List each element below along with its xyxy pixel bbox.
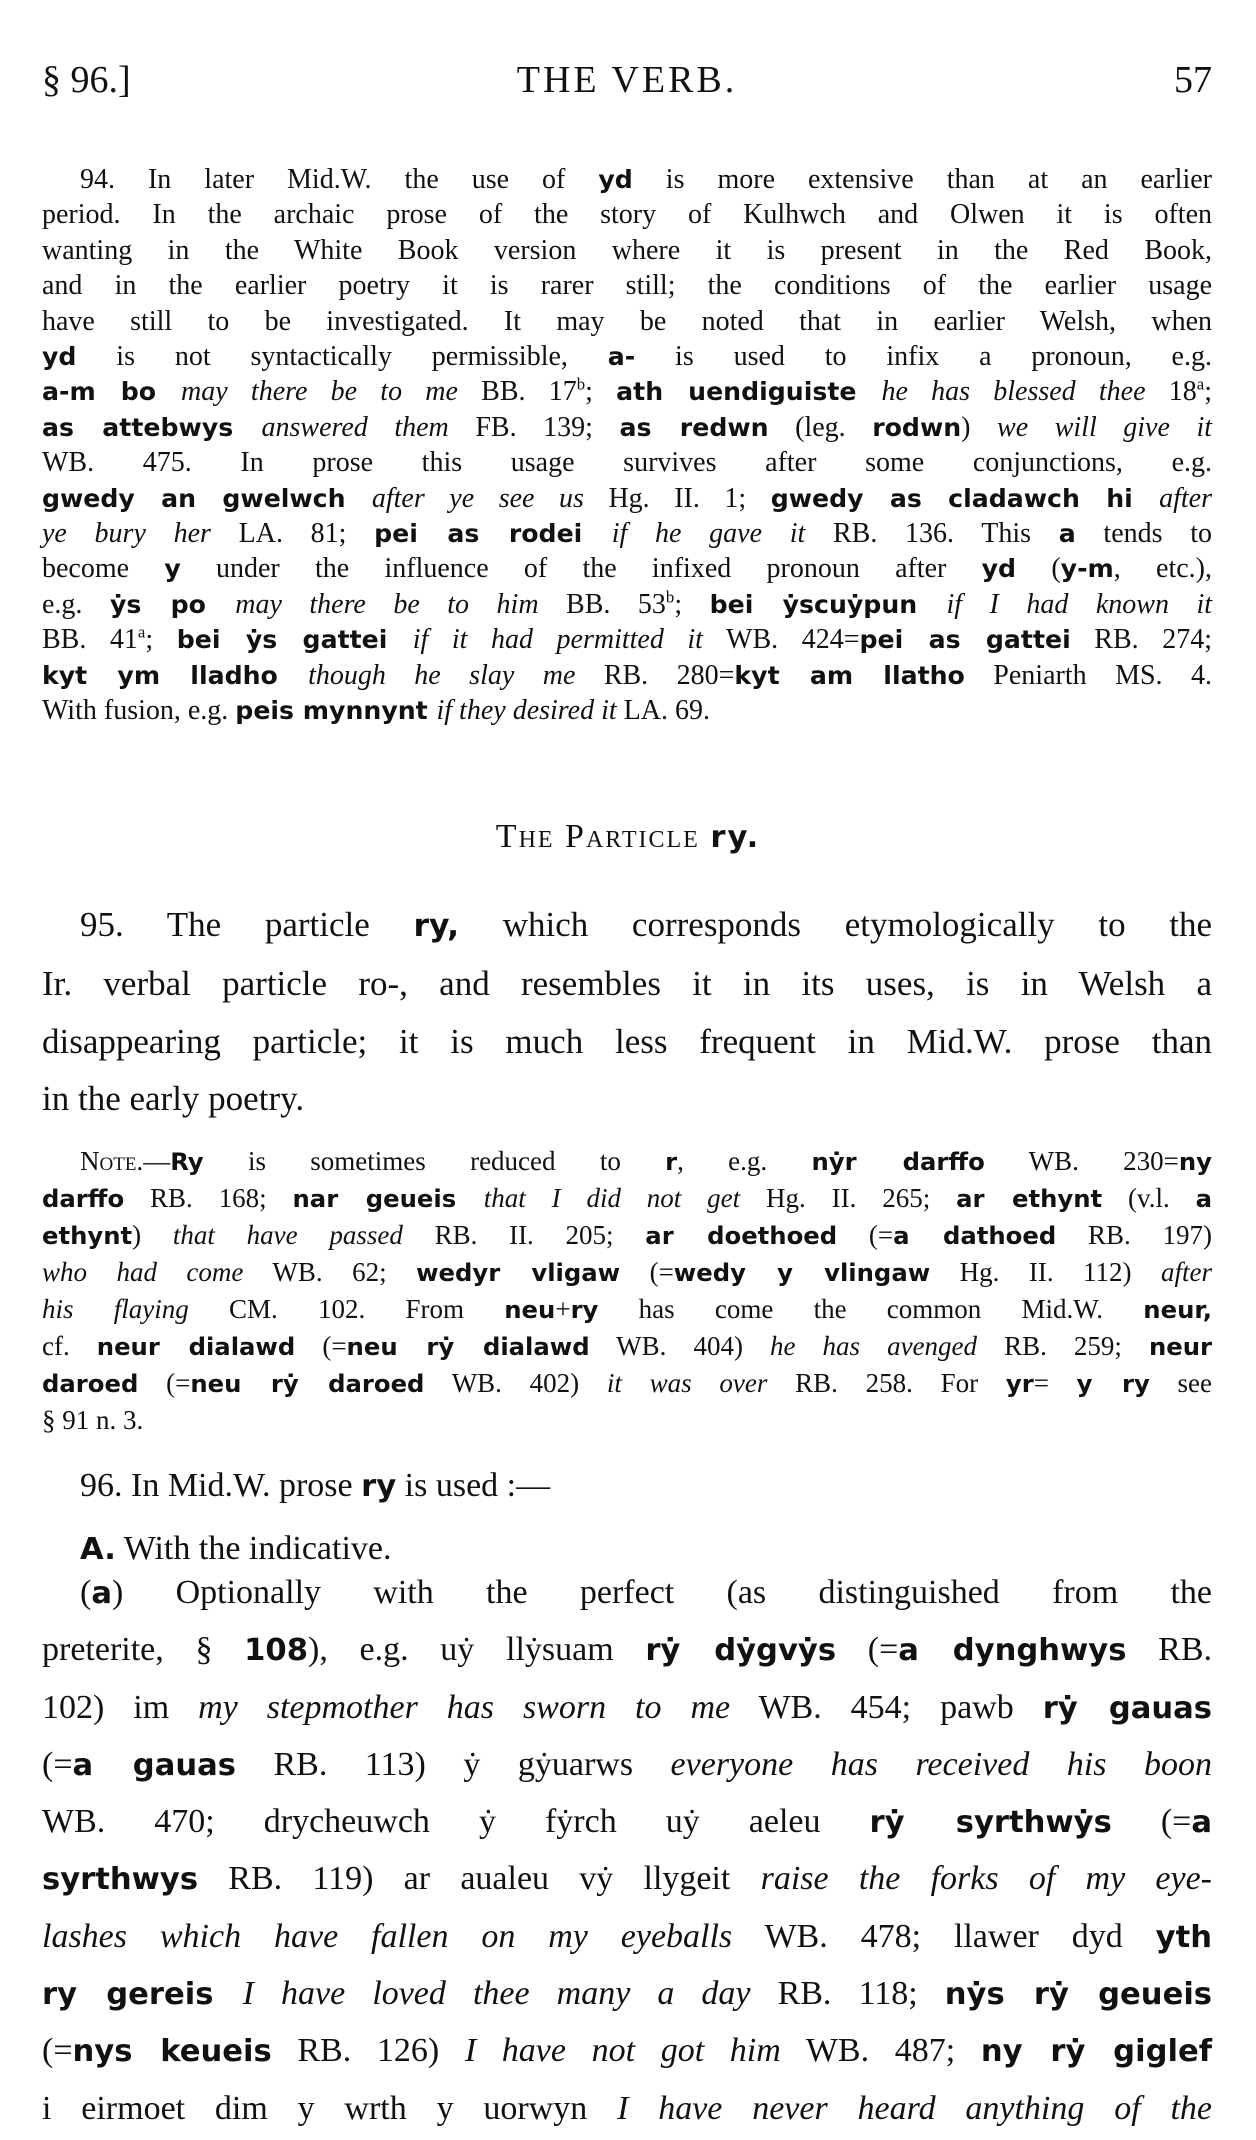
bold-term: Ry	[170, 1147, 204, 1176]
text-run: tends to	[1075, 518, 1213, 550]
text-run: RB. 259;	[977, 1331, 1149, 1361]
text-line	[42, 551, 1212, 586]
bold-term: neur dialawd	[96, 1332, 296, 1361]
text-run: WB. 62;	[243, 1257, 417, 1287]
italic-gloss: if I had known it	[946, 588, 1213, 620]
text-run: LA. 81;	[210, 518, 375, 550]
text-run: (=	[295, 1331, 347, 1361]
italic-gloss: ye bury her	[42, 518, 211, 550]
text-run: )	[132, 1220, 173, 1250]
text-run: RB. 168;	[124, 1183, 293, 1213]
bold-term: neu rẏ daroed	[190, 1369, 425, 1398]
bold-term: ar ethynt	[956, 1184, 1103, 1213]
text-run: Hg. II. 265;	[740, 1183, 957, 1213]
bold-term: yr	[1005, 1369, 1034, 1398]
italic-gloss: after	[1159, 482, 1212, 514]
text-run: CM. 102. From	[188, 1294, 505, 1324]
bold-term: y-m	[1060, 554, 1114, 584]
text-run: is more extensive than at an earlier	[632, 164, 1212, 195]
bold-term: r	[665, 1147, 678, 1176]
running-header	[42, 58, 1212, 106]
text-run: ;	[1204, 376, 1213, 408]
text-run: RB. 118;	[750, 1975, 945, 2013]
paragraph-95	[42, 896, 1212, 1127]
text-run: WB. 478; llawer dyd	[732, 1917, 1156, 1955]
bold-term: yd	[598, 165, 633, 194]
bold-term: a gauas	[72, 1747, 236, 1783]
italic-gloss: my stepmother has sworn to me	[198, 1688, 731, 1726]
bold-term: neu	[504, 1295, 556, 1324]
text-run: in the early poetry.	[42, 1078, 305, 1118]
bold-term: pei as rodei	[374, 519, 612, 549]
text-run: WB. 475. In prose this usage survives after some conjunctions, e.g.	[42, 447, 1212, 479]
text-run: WB. 454; pawb	[730, 1688, 1043, 1726]
text-line	[42, 1365, 1212, 1402]
bold-term: gwedy an gwelwch	[42, 483, 372, 513]
superscript: b	[665, 587, 675, 607]
text-run: under the influence of the infixed pronoun after	[180, 553, 982, 585]
italic-gloss: though he slay me	[308, 659, 576, 691]
text-run: RB. 119) ar aualeu vẏ llygeit	[198, 1860, 761, 1898]
bold-term: ry gereis	[42, 1977, 243, 2013]
italic-gloss: raise the forks of my eye-	[760, 1860, 1212, 1898]
text-line	[42, 1622, 1212, 1679]
italic-gloss: he has avenged	[770, 1331, 978, 1361]
bold-term: neur,	[1143, 1295, 1213, 1324]
text-line	[42, 1737, 1212, 1794]
text-line	[42, 410, 1212, 445]
text-run: cf.	[42, 1331, 97, 1361]
italic-gloss: who had come	[42, 1257, 244, 1287]
text-line	[42, 1070, 1212, 1127]
text-run: and in the earlier poetry it is rarer still; the conditions of the earlier usage	[42, 270, 1212, 302]
text-run: (=	[138, 1368, 191, 1398]
italic-gloss: it was over	[606, 1368, 768, 1398]
text-run: (=	[620, 1257, 674, 1287]
bold-term: pei as gattei	[859, 625, 1071, 655]
bold-term: y	[164, 554, 181, 584]
italic-gloss: lashes which have fallen on my eyeballs	[42, 1917, 733, 1955]
text-run: RB. II. 205;	[402, 1220, 646, 1250]
text-run: e.g.	[42, 588, 110, 620]
text-line	[42, 955, 1212, 1012]
italic-gloss: I have never heard anything of the	[617, 2089, 1212, 2127]
note-paragraph	[42, 1143, 1212, 1438]
italic-gloss: if they desired it	[436, 695, 617, 727]
text-run: WB. 402)	[424, 1368, 607, 1398]
text-run: —	[143, 1146, 171, 1176]
text-run: ;	[674, 588, 710, 620]
section-heading	[0, 818, 1256, 856]
text-run: ) Optionally with the perfect (as distinguished from the	[111, 1574, 1212, 1611]
text-run: WB. 487;	[780, 2032, 981, 2070]
text-line	[42, 1851, 1212, 1908]
bold-term: yd	[42, 342, 77, 372]
text-run: 102) im	[42, 1688, 199, 1726]
text-line	[42, 1455, 1212, 1518]
text-line	[42, 197, 1212, 232]
text-run: (=	[836, 1631, 899, 1669]
bold-term: ry,	[413, 908, 460, 944]
italic-gloss: if it had permitted it	[412, 624, 703, 656]
text-run: LA. 69.	[616, 695, 710, 727]
text-run: (	[1016, 553, 1061, 585]
italic-gloss: after ye see us	[371, 482, 584, 514]
bold-term: ar doethoed	[645, 1221, 838, 1250]
italic-gloss: may there be to me	[181, 376, 458, 408]
italic-gloss: he has blessed thee	[881, 376, 1146, 408]
text-run: preterite, §	[42, 1631, 245, 1669]
text-run: (=	[1111, 1803, 1192, 1841]
italic-gloss: his flaying	[42, 1294, 189, 1324]
text-run: Ir. verbal particle ro-, and resembles it in its uses, is in Welsh a	[42, 964, 1212, 1004]
text-run: become	[42, 553, 165, 585]
text-run: BB. 53	[538, 588, 666, 620]
bold-term: wedy y vlingaw	[673, 1258, 931, 1287]
page-number: 57	[1174, 59, 1212, 101]
superscript: a	[137, 622, 146, 642]
text-run: (=	[837, 1220, 894, 1250]
text-line	[42, 1966, 1212, 2023]
bold-term: darffo	[42, 1184, 125, 1213]
bold-term: a	[1195, 1184, 1213, 1213]
text-line	[42, 1217, 1212, 1254]
bold-term: as redwn	[619, 412, 769, 442]
chapter-title: THE VERB.	[516, 59, 738, 101]
text-line	[42, 658, 1212, 693]
bold-term: bei ẏs gattei	[176, 625, 413, 655]
bold-term: daroed	[42, 1369, 139, 1398]
text-run: BB. 41	[42, 624, 138, 656]
text-run: WB. 424=	[702, 624, 860, 656]
text-run: (v.l.	[1102, 1183, 1196, 1213]
text-line	[42, 1328, 1212, 1365]
text-run: wanting in the White Book version where it is present in the Red Book,	[42, 234, 1212, 266]
heading-particle: ry.	[710, 820, 761, 855]
italic-gloss: answered them	[261, 411, 449, 443]
text-run: is not syntactically permissible,	[76, 341, 608, 373]
text-line	[42, 1254, 1212, 1291]
text-run: RB. 197)	[1056, 1220, 1212, 1250]
text-line	[42, 304, 1212, 339]
text-line	[42, 268, 1212, 303]
small-caps-label: Note.	[80, 1146, 144, 1176]
heading-prefix: The Particle	[495, 818, 711, 855]
bold-term: y ry	[1076, 1369, 1150, 1398]
paragraph-96-intro	[42, 1455, 1212, 1581]
text-run: RB.	[1126, 1631, 1212, 1669]
text-line	[42, 1402, 1212, 1438]
bold-term: neur	[1148, 1332, 1212, 1361]
text-line	[42, 445, 1212, 480]
text-line	[42, 233, 1212, 268]
text-line	[42, 622, 1212, 657]
bold-term: rẏ gauas	[1042, 1690, 1213, 1726]
bold-term: nẏr darffo	[811, 1147, 985, 1176]
text-run: RB. 126)	[271, 2032, 465, 2070]
text-line	[42, 1143, 1212, 1180]
bold-term: neu rẏ dialawd	[346, 1332, 590, 1361]
text-run: disappearing particle; it is much less frequent in Mid.W. prose than	[42, 1021, 1212, 1061]
text-line	[42, 374, 1212, 409]
bold-term: rẏ dẏgvẏs	[645, 1633, 837, 1669]
text-line	[42, 1794, 1212, 1851]
text-run: WB. 470; drycheuwch ẏ fẏrch uẏ aeleu	[42, 1803, 870, 1841]
text-run: =	[1033, 1368, 1077, 1398]
text-line	[42, 339, 1212, 374]
bold-term: bei ẏscuẏpun	[709, 589, 947, 619]
text-run: RB. 280=	[575, 659, 735, 691]
text-line	[42, 2023, 1212, 2080]
italic-gloss: may there be to him	[235, 588, 539, 620]
bold-term: ny	[1178, 1147, 1213, 1176]
text-run: has come the common Mid.W.	[598, 1294, 1144, 1324]
bold-term: ath uendiguiste	[616, 377, 882, 407]
bold-term: nẏs rẏ geueis	[944, 1977, 1213, 2013]
bold-term: ẏs po	[109, 589, 236, 619]
bold-term: yth	[1155, 1919, 1212, 1955]
italic-gloss: that have passed	[172, 1220, 403, 1250]
text-line	[42, 1291, 1212, 1328]
text-line	[42, 896, 1212, 955]
text-run: is used to infix a pronoun, e.g.	[635, 341, 1212, 373]
superscript: a	[1196, 375, 1205, 395]
text-run: have still to be investigated. It may be noted that in earlier Welsh, when	[42, 305, 1212, 337]
text-line	[42, 1680, 1212, 1737]
bold-term: a	[91, 1576, 112, 1611]
text-run: With the indicative.	[115, 1530, 392, 1567]
text-run: i eirmoet dim y wrth y uorwyn	[42, 2089, 618, 2127]
bold-term: gwedy as cladawch hi	[770, 483, 1160, 513]
text-run: which corresponds etymologically to the	[459, 905, 1212, 944]
text-line	[42, 1013, 1212, 1070]
bold-term: A.	[80, 1532, 116, 1567]
italic-gloss: everyone has received his boon	[670, 1745, 1212, 1783]
text-line	[42, 162, 1212, 197]
text-run: With fusion, e.g.	[42, 695, 236, 727]
text-run: ;	[145, 624, 177, 656]
text-run: RB. 136. This	[805, 518, 1059, 550]
text-run: )	[961, 411, 998, 443]
text-run: 95. The particle	[80, 905, 414, 944]
text-run: Hg. II. 112)	[930, 1257, 1161, 1287]
italic-gloss: I have loved thee many a day	[242, 1975, 751, 2013]
bold-term: yd	[981, 554, 1017, 584]
text-line	[42, 481, 1212, 516]
bold-term: a dynghwys	[898, 1633, 1127, 1669]
section-reference: § 96.]	[42, 59, 131, 101]
paragraph-96-a	[42, 1565, 1212, 2137]
text-run: WB. 230=	[984, 1146, 1179, 1176]
text-run: (	[80, 1574, 92, 1611]
text-run: ;	[585, 376, 617, 408]
text-run: Peniarth MS. 4.	[964, 659, 1212, 691]
italic-gloss: if he gave it	[611, 518, 806, 550]
text-run: (=	[42, 2032, 73, 2070]
bold-term: nar geueis	[292, 1184, 484, 1213]
text-run: (=	[42, 1745, 73, 1783]
bold-term: rodwn	[872, 412, 962, 442]
bold-term: a-m bo	[42, 377, 182, 407]
text-line	[42, 1909, 1212, 1966]
text-run: , etc.),	[1113, 553, 1213, 585]
text-run: 18	[1145, 376, 1197, 408]
bold-term: a dathoed	[893, 1221, 1057, 1250]
text-run: 94. In later Mid.W. the use of	[80, 164, 599, 195]
bold-term: peis mynnynt	[235, 696, 437, 726]
text-run: Hg. II. 1;	[583, 482, 771, 514]
text-line	[42, 1565, 1212, 1622]
bold-term: a	[1191, 1805, 1212, 1841]
bold-term: rẏ syrthwẏs	[869, 1805, 1112, 1841]
text-run: ), e.g. uẏ llẏsuam	[308, 1631, 646, 1669]
text-line	[42, 693, 1212, 728]
bold-term: as attebwys	[42, 412, 262, 442]
bold-term: nys keueis	[72, 2034, 272, 2070]
text-line	[42, 516, 1212, 551]
text-run: FB. 139;	[448, 411, 620, 443]
text-run: , e.g.	[677, 1146, 812, 1176]
bold-term: ry	[570, 1295, 599, 1324]
bold-term: wedyr vligaw	[416, 1258, 621, 1287]
bold-term: ethynt	[42, 1221, 133, 1250]
text-run: 96. In Mid.W. prose	[80, 1467, 362, 1504]
bold-term: kyt am llatho	[734, 660, 965, 690]
text-run: see	[1149, 1368, 1212, 1398]
text-run: § 91 n. 3.	[42, 1405, 144, 1435]
italic-gloss: after	[1161, 1257, 1212, 1287]
italic-gloss: I have not got him	[464, 2032, 781, 2070]
text-line	[42, 2081, 1212, 2137]
text-line	[42, 1180, 1212, 1217]
bold-term: a-	[607, 342, 636, 372]
text-line	[42, 587, 1212, 622]
text-run: BB. 17	[457, 376, 577, 408]
text-run: is used :—	[396, 1467, 551, 1504]
text-run: +	[555, 1294, 571, 1324]
text-run: (leg.	[768, 411, 873, 443]
bold-term: ry	[361, 1469, 397, 1504]
text-run: WB. 404)	[589, 1331, 770, 1361]
bold-term: syrthwys	[42, 1862, 199, 1898]
bold-term: 108	[244, 1633, 309, 1669]
text-run: RB. 274;	[1070, 624, 1212, 656]
bold-term: a	[1058, 519, 1076, 549]
text-run: period. In the archaic prose of the story of Kulhwch and Olwen it is often	[42, 199, 1212, 231]
bold-term: ny rẏ giglef	[980, 2034, 1213, 2070]
text-run: RB. 258. For	[767, 1368, 1006, 1398]
superscript: b	[576, 375, 586, 395]
italic-gloss: that I did not get	[483, 1183, 741, 1213]
paragraph-94	[42, 162, 1212, 729]
text-run: is sometimes reduced to	[203, 1146, 666, 1176]
text-run: RB. 113) ẏ gẏuarws	[235, 1745, 671, 1783]
bold-term: kyt ym lladho	[42, 660, 309, 690]
italic-gloss: we will give it	[997, 411, 1213, 443]
